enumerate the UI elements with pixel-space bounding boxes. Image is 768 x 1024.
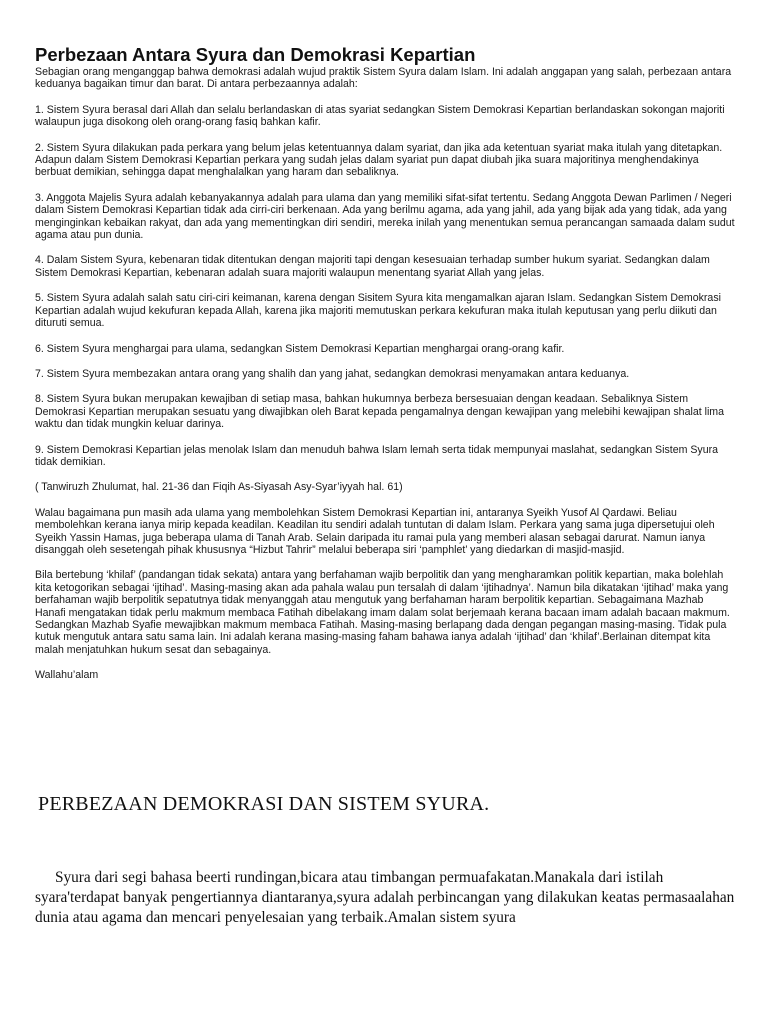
paragraph-bila: Bila bertebung ‘khilaf’ (pandangan tidak sekata) antara yang berfahaman wajib berpolitik dan yang mengharamkan politik kepartian, maka bolehlah kita ketogorikan sebagai ‘ijtihad’. Masing-masing akan ada pahala walau pun tersalah di dalam ‘ijtihadnya’. Namun bila dikatakan ‘ijtihad’ maka yang berfahaman wajib berpolitik sepatutnya tidak menyanggah atau mengutuk yang berfahaman haram berpolitik kepartian. Sebagaimana Mazhab Hanafi mengatakan tidak perlu makmum membaca Fatihah dibelakang imam dalam solat berjemaah kerana bacaan imam adalah bacaan makmum. Sedangkan Mazhab Syafie mewajibkan makmum membaca Fatihah. Masing-masing berlapang dada dengan pegangan masing-masing. Tidak pula kutuk mengutuk antara satu sama lain. Ini adalah kerana masing-masing faham bahawa ianya adalah ‘ijtihad’ dan ‘khilaf’.Berlainan ditempat kita malah menjatuhkan hukum sesat dan sebagainya. [35, 569, 730, 656]
article-section [35, 44, 735, 695]
point-5: 5. Sistem Syura adalah salah satu ciri-ciri keimanan, karena dengan Sisitem Syura kita mengamalkan ajaran Islam. Sedangkan Sistem Demokrasi Kepartian adalah wujud kekufuran kepada Allah, karena jika majoriti memutuskan perkara kekufuran maka itulah keputusan yang perlu diikuti dan dituruti semua. [35, 292, 721, 330]
reference-citation: ( Tanwiruzh Zhulumat, hal. 21-36 dan Fiqih As-Siyasah Asy-Syar’iyyah hal. 61) [35, 481, 403, 494]
paragraph-walau: Walau bagaimana pun masih ada ulama yang membolehkan Sistem Demokrasi Kepartian ini, antaranya Syeikh Yusof Al Qardawi. Beliau membolehkan kerana ianya mirip kepada keadilan. Keadilan itu sendiri adalah tuntutan di dalam Islam. Perkara yang sama juga dipersetujui oleh Syeikh Yassin Hamas, juga beberapa ulama di Tanah Arab. Selain daripada itu ramai pula yang memberi alasan sebagai darurat. Namun ianya disanggah oleh sesetengah pihak khususnya “Hizbut Tahrir” melalui beberapa siri ‘pamphlet’ yang diedarkan di masjid-masjid. [35, 506, 715, 556]
point-7: 7. Sistem Syura membezakan antara orang yang shalih dan yang jahat, sedangkan demokrasi menyamakan antara keduanya. [35, 367, 630, 380]
point-9: 9. Sistem Demokrasi Kepartian jelas menolak Islam dan menuduh bahwa Islam lemah serta tidak mempunyai maslahat, sedangkan Sistem Syura tidak demikian. [35, 443, 719, 468]
closing-text: Wallahu’alam [35, 669, 99, 682]
section-heading: PERBEZAAN DEMOKRASI DAN SISTEM SYURA. [38, 793, 490, 815]
point-3: 3. Anggota Majelis Syura adalah kebanyakannya adalah para ulama dan yang memiliki sifat-sifat tertentu. Sedang Anggota Dewan Parlimen / Negeri dalam Sistem Demokrasi Kepartian tidak ada cirri-ciri berkenaan. Ada yang berilmu agama, ada yang jahil, ada yang bijak ada yang tidak, ada yang menginginkan kebaikan rakyat, dan ada yang mementingkan diri sendiri, mereka inilah yang menentukan semua perancangan samaada dalam sudut agama atau pun dunia. [35, 191, 735, 242]
article-title: Perbezaan Antara Syura dan Demokrasi Kepartian [35, 44, 476, 65]
intro-paragraph: Sebagian orang menganggap bahwa demokrasi adalah wujud praktik Sistem Syura dalam Islam. Ini adalah anggapan yang salah, perbezaan antara keduanya bagaikan timur dan barat. Di antara perbezaannya adalah: [35, 66, 732, 91]
point-6: 6. Sistem Syura menghargai para ulama, sedangkan Sistem Demokrasi Kepartian menghargai orang-orang kafir. [35, 342, 565, 355]
point-8: 8. Sistem Syura bukan merupakan kewajiban di setiap masa, bahkan hukumnya berbeza bersesuaian dengan keadaan. Sebaliknya Sistem Demokrasi Kepartian merupakan sesuatu yang diwajibkan oleh Barat kepada pengamalnya dengan kewajipan yang melebihi kewajipan shalat lima waktu dan tidak mungkin keluar darinya. [35, 393, 725, 431]
section-body: Syura dari segi bahasa beerti rundingan,bicara atau timbangan permuafakatan.Manakala dari istilah syara'terdapat banyak pengertiannya diantaranya,syura adalah perbincangan yang dilakukan keatas permasaalahan dunia atau agama dan mencari penyelesaian yang terbaik.Amalan sistem syura [35, 869, 735, 926]
point-1: 1. Sistem Syura berasal dari Allah dan selalu berlandaskan di atas syariat sedangkan Sistem Demokrasi Kepartian berlandaskan sokongan majoriti walaupun juga disokong oleh orang-orang fasiq bahkan kafir. [35, 103, 725, 129]
point-4: 4. Dalam Sistem Syura, kebenaran tidak ditentukan dengan majoriti tapi dengan kesesuaian terhadap sumber hukum syariat. Sedangkan dalam Sistem Demokrasi Kepartian, kebenaran adalah suara majoriti walaupun menentang syariat Allah yang jelas. [35, 254, 710, 279]
second-section [35, 790, 735, 943]
point-2: 2. Sistem Syura dilakukan pada perkara yang belum jelas ketentuannya dalam syariat, dan jika ada ketentuan syariat maka itulah yang ditetapkan. Adapun dalam Sistem Demokrasi Kepartian perkara yang sudah jelas dalam syariat pun dapat diubah jika suara majoritinya menghendakinya berbuat demikian, sehingga dapat menghalalkan yang haram dan sebaliknya. [35, 141, 723, 179]
